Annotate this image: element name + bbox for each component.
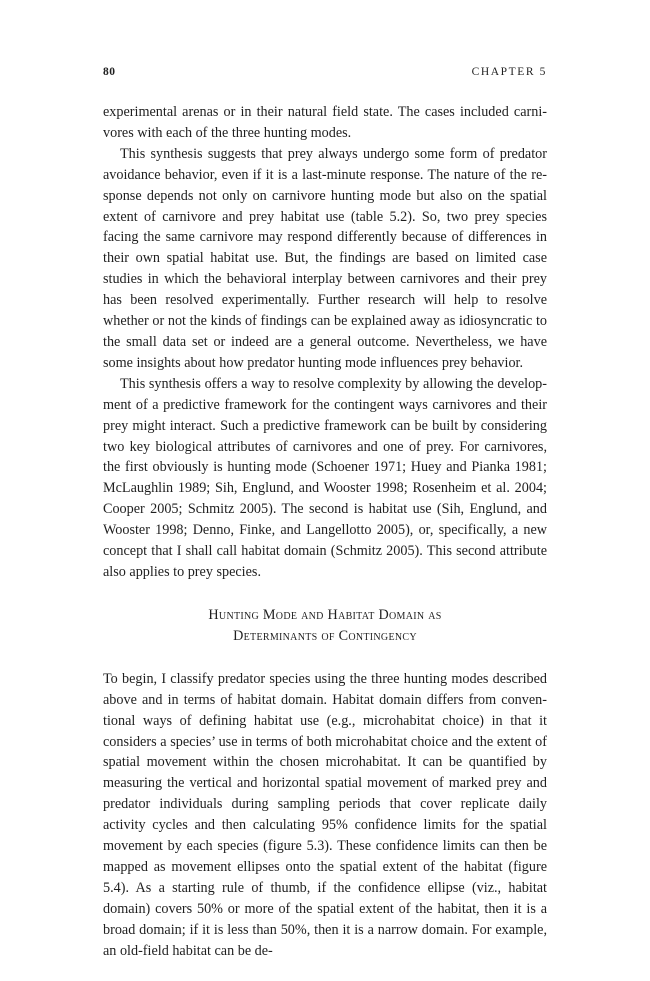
section-heading-line: Hunting Mode and Habitat Domain as bbox=[208, 606, 442, 623]
running-head bbox=[103, 66, 547, 78]
paragraph-continued: experimental arenas or in their natural field state. The cases included carnivores with each of the three hunting modes. bbox=[103, 104, 547, 141]
paragraph: To begin, I classify predator species using the three hunting modes described above and in terms of habitat domain. Habitat domain differs from conventional ways of defining habitat use (e.g., microhabitat choice) in that it considers a species’ use in terms of both microhabitat choice and the extent of spatial movement within the chosen microhabitat. It can be quantified by measuring the vertical and horizontal spatial movement of marked prey and predator individuals during sampling periods that cover replicate daily activity cycles and then calculating 95% confidence limits for the spatial movement by each species (figure 5.3). These confidence limits can then be mapped as movement ellipses onto the spatial extent of the habitat (figure 5.4). As a starting rule of thumb, if the confidence ellipse (viz., habitat domain) covers 50% or more of the spatial extent of the habitat, then it is a broad domain; if it is less than 50%, then it is a narrow domain. For example, an old-field habitat can be de- bbox=[103, 670, 547, 959]
page-number: 80 bbox=[103, 66, 116, 78]
paragraph: This synthesis suggests that prey always undergo some form of predator avoidance behavior, even if it is a last-minute response. The nature of the response depends not only on carnivore hunting mode but also on the spatial extent of carnivore and prey habitat use (table 5.2). So, two prey species facing the same carnivore may respond differently because of differences in their own spatial habitat use. But, the findings are based on limited case studies in which the behavioral interplay between carnivores and their prey has been resolved experimentally. Further research will help to resolve whether or not the kinds of findings can be explained away as idiosyncratic to the small data set or indeed are a general outcome. Nevertheless, we have some insights about how predator hunting mode influences prey behavior. bbox=[103, 145, 547, 371]
chapter-label: CHAPTER 5 bbox=[471, 66, 547, 78]
body-text bbox=[103, 102, 547, 962]
section-heading bbox=[103, 605, 547, 647]
section-heading-line: Determinants of Contingency bbox=[233, 627, 417, 644]
paragraph: This synthesis offers a way to resolve complexity by allowing the development of a predictive framework for the contingent ways carnivores and their prey might interact. Such a predictive framework can be built by considering two key biological attributes of carnivores and one of prey. For carnivores, the first obviously is hunting mode (Schoener 1971; Huey and Pianka 1981; McLaughlin 1989; Sih, Englund, and Wooster 1998; Rosenheim et al. 2004; Cooper 2005; Schmitz 2005). The second is habitat use (Sih, Englund, and Wooster 1998; Denno, Finke, and Langellotto 2005), or, specifically, a new concept that I shall call habitat domain (Schmitz 2005). This second attribute also applies to prey species. bbox=[103, 375, 547, 580]
